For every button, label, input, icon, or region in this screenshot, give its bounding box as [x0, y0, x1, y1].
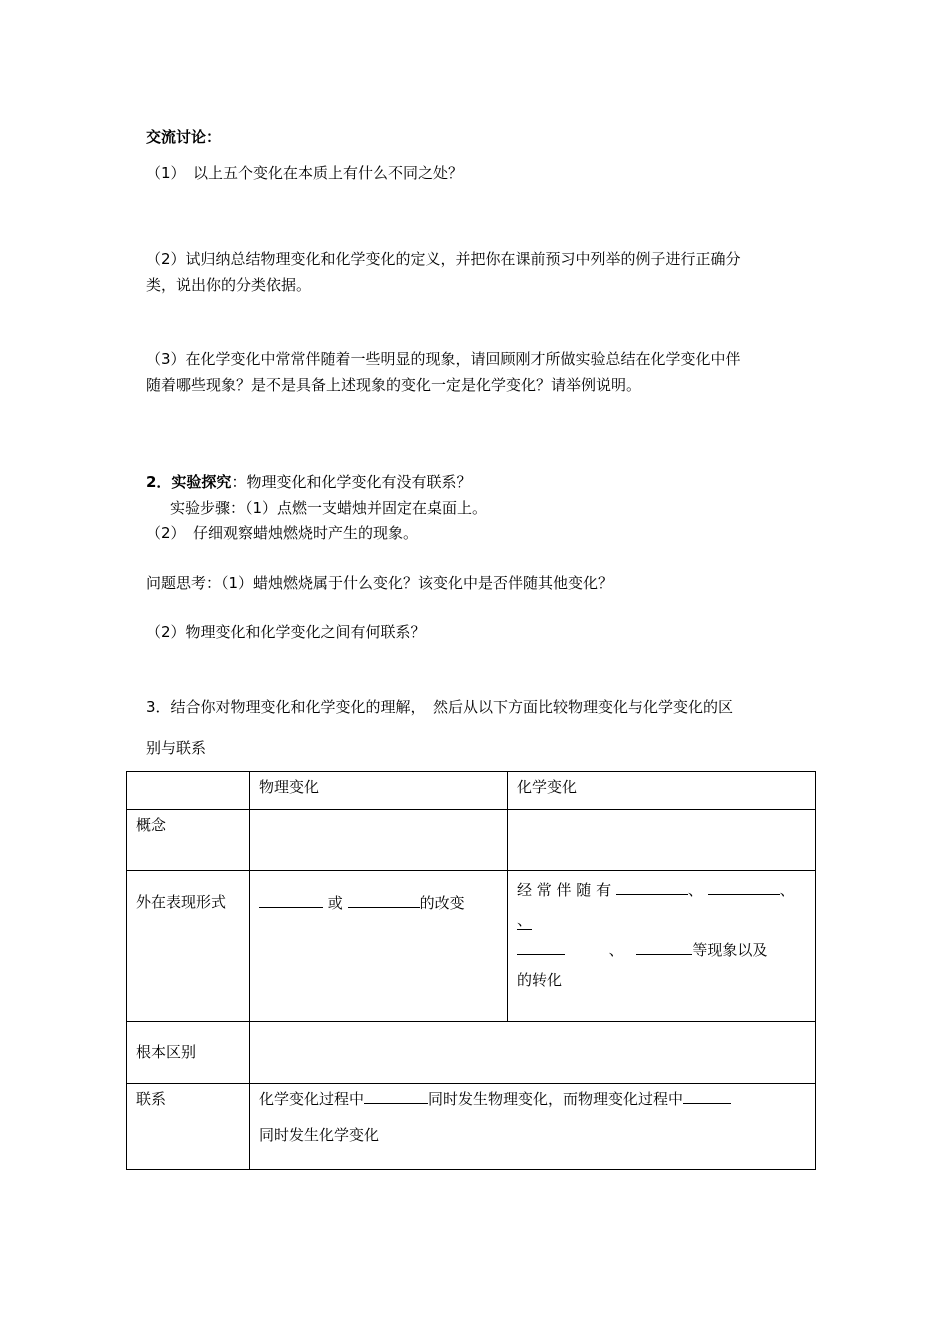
comparison-table [126, 771, 816, 1170]
form-physical-cell [250, 871, 508, 1022]
table-row-essential [127, 1022, 816, 1084]
experiment-heading [146, 472, 471, 492]
form-chemical-sep2: 、 [779, 881, 795, 899]
comparison-intro-line1: 3．结合你对物理变化和化学变化的理解， 然后从以下方面比较物理变化与化学变化的区 [146, 698, 734, 716]
form-chemical-line4 [517, 965, 806, 995]
form-chemical-cell [508, 871, 816, 1022]
essential-cell [250, 1022, 816, 1084]
blank [708, 879, 780, 895]
discussion-question-2-line2: 类，说出你的分类依据。 [146, 276, 312, 294]
experiment-heading-text: ：物理变化和化学变化有没有联系？ [231, 473, 472, 491]
table-row-form [127, 871, 816, 1022]
discussion-title: 交流讨论： [146, 128, 222, 146]
comparison-intro-line2: 别与联系 [146, 739, 207, 757]
relation-part1: 化学变化过程中 [259, 1090, 365, 1108]
form-chemical-sep3: 、 [517, 911, 533, 929]
form-chemical-end: 的转化 [517, 971, 563, 989]
concept-physical-cell [250, 810, 508, 871]
blank [616, 879, 688, 895]
relation-line2: 同时发生化学变化 [259, 1126, 380, 1144]
blank [348, 892, 420, 908]
form-chemical-lead: 经 常 伴 随 有 [517, 881, 612, 899]
table-header-row [127, 772, 816, 810]
discussion-question-3-line2: 随着哪些现象？是不是具备上述现象的变化一定是化学变化？请举例说明。 [146, 376, 642, 394]
relation-cell [250, 1084, 816, 1170]
discussion-question-3-line1: （3）在化学变化中常常伴随着一些明显的现象，请回顾刚才所做实验总结在化学变化中伴 [146, 350, 741, 368]
experiment-question-1: 问题思考：（1）蜡烛燃烧属于什么变化？该变化中是否伴随其他变化？ [146, 574, 614, 592]
blank [259, 892, 323, 908]
form-chemical-tail: 等现象以及 [692, 941, 768, 959]
relation-line1 [259, 1081, 806, 1117]
discussion-question-1: （1） 以上五个变化在本质上有什么不同之处？ [146, 164, 464, 182]
experiment-heading-label: 2．实验探究 [146, 473, 232, 491]
blank [636, 939, 692, 955]
form-chemical-line1 [517, 875, 806, 905]
form-physical-tail: 的改变 [419, 894, 465, 912]
form-chemical-sep4: 、 [608, 941, 624, 959]
form-physical-or: 或 [327, 894, 343, 912]
blank [683, 1088, 731, 1104]
table-header-empty [127, 772, 250, 810]
relation-part2: 同时发生物理变化，而物理变化过程中 [428, 1090, 684, 1108]
table-header-chemical: 化学变化 [508, 772, 816, 810]
table-row-relation [127, 1084, 816, 1170]
row-label-form: 外在表现形式 [127, 871, 250, 1022]
table-header-physical: 物理变化 [250, 772, 508, 810]
experiment-step-2: （2） 仔细观察蜡烛燃烧时产生的现象。 [146, 524, 419, 542]
table-row-concept [127, 810, 816, 871]
experiment-question-2: （2）物理变化和化学变化之间有何联系？ [146, 623, 426, 641]
row-label-concept: 概念 [127, 810, 250, 871]
discussion-question-2-line1: （2）试归纳总结物理变化和化学变化的定义，并把你在课前预习中列举的例子进行正确分 [146, 250, 741, 268]
concept-chemical-cell [508, 810, 816, 871]
blank [364, 1088, 428, 1104]
experiment-step-1: 实验步骤：（1）点燃一支蜡烛并固定在桌面上。 [170, 499, 488, 517]
row-label-essential: 根本区别 [127, 1022, 250, 1084]
blank [517, 939, 565, 955]
form-chemical-sep1: 、 [687, 881, 703, 899]
form-physical-line [259, 892, 498, 913]
row-label-relation: 联系 [127, 1084, 250, 1170]
form-chemical-line2 [517, 905, 806, 935]
form-chemical-line3 [517, 935, 806, 965]
